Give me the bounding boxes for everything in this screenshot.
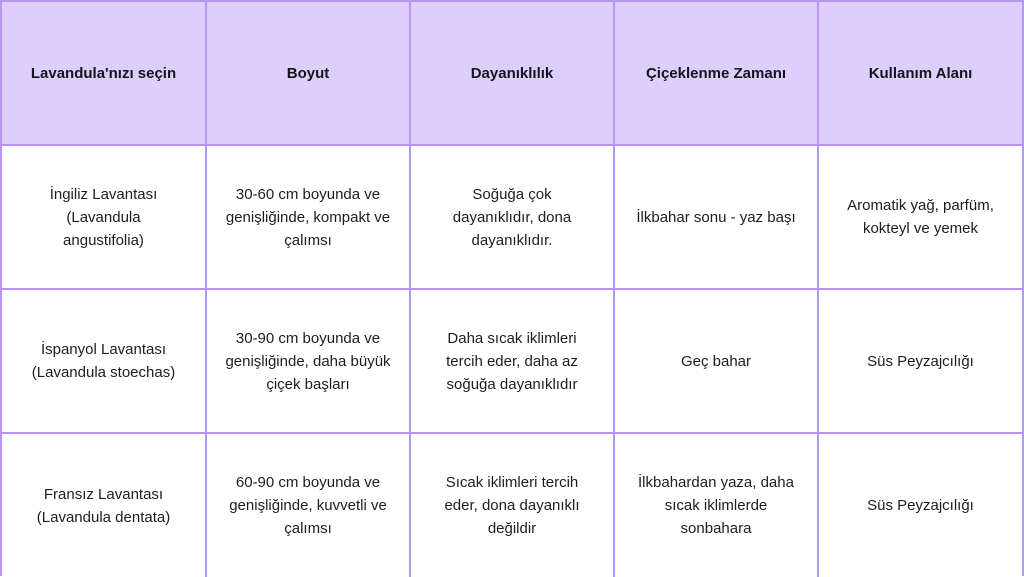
cell-usage: Süs Peyzajcılığı: [818, 289, 1022, 433]
cell-hardiness: Daha sıcak iklimleri tercih eder, daha az soğuğa dayanıklıdır: [410, 289, 614, 433]
lavender-comparison-table: [2, 2, 1022, 577]
cell-size: 30-90 cm boyunda ve genişliğinde, daha büyük çiçek başları: [206, 289, 410, 433]
table-row-spanish-lavender: [2, 289, 1022, 433]
header-bloom-time: Çiçeklenme Zamanı: [614, 2, 818, 145]
table-row-french-lavender: [2, 433, 1022, 577]
table-row-english-lavender: [2, 145, 1022, 289]
cell-usage: Aromatik yağ, parfüm, kokteyl ve yemek: [818, 145, 1022, 289]
cell-usage: Süs Peyzajcılığı: [818, 433, 1022, 577]
cell-hardiness: Soğuğa çok dayanıklıdır, dona dayanıklıdır.: [410, 145, 614, 289]
cell-variety: İngiliz Lavantası (Lavandula angustifolia): [2, 145, 206, 289]
header-row: [2, 2, 1022, 145]
cell-bloom-time: İlkbahar sonu - yaz başı: [614, 145, 818, 289]
table-body: [2, 145, 1022, 577]
header-variety: Lavandula'nızı seçin: [2, 2, 206, 145]
header-size: Boyut: [206, 2, 410, 145]
header-usage: Kullanım Alanı: [818, 2, 1022, 145]
cell-variety: Fransız Lavantası (Lavandula dentata): [2, 433, 206, 577]
cell-bloom-time: İlkbahardan yaza, daha sıcak iklimlerde sonbahara: [614, 433, 818, 577]
table-header: [2, 2, 1022, 145]
cell-bloom-time: Geç bahar: [614, 289, 818, 433]
cell-hardiness: Sıcak iklimleri tercih eder, dona dayanıklı değildir: [410, 433, 614, 577]
header-hardiness: Dayanıklılık: [410, 2, 614, 145]
cell-variety: İspanyol Lavantası (Lavandula stoechas): [2, 289, 206, 433]
cell-size: 60-90 cm boyunda ve genişliğinde, kuvvetli ve çalımsı: [206, 433, 410, 577]
cell-size: 30-60 cm boyunda ve genişliğinde, kompakt ve çalımsı: [206, 145, 410, 289]
